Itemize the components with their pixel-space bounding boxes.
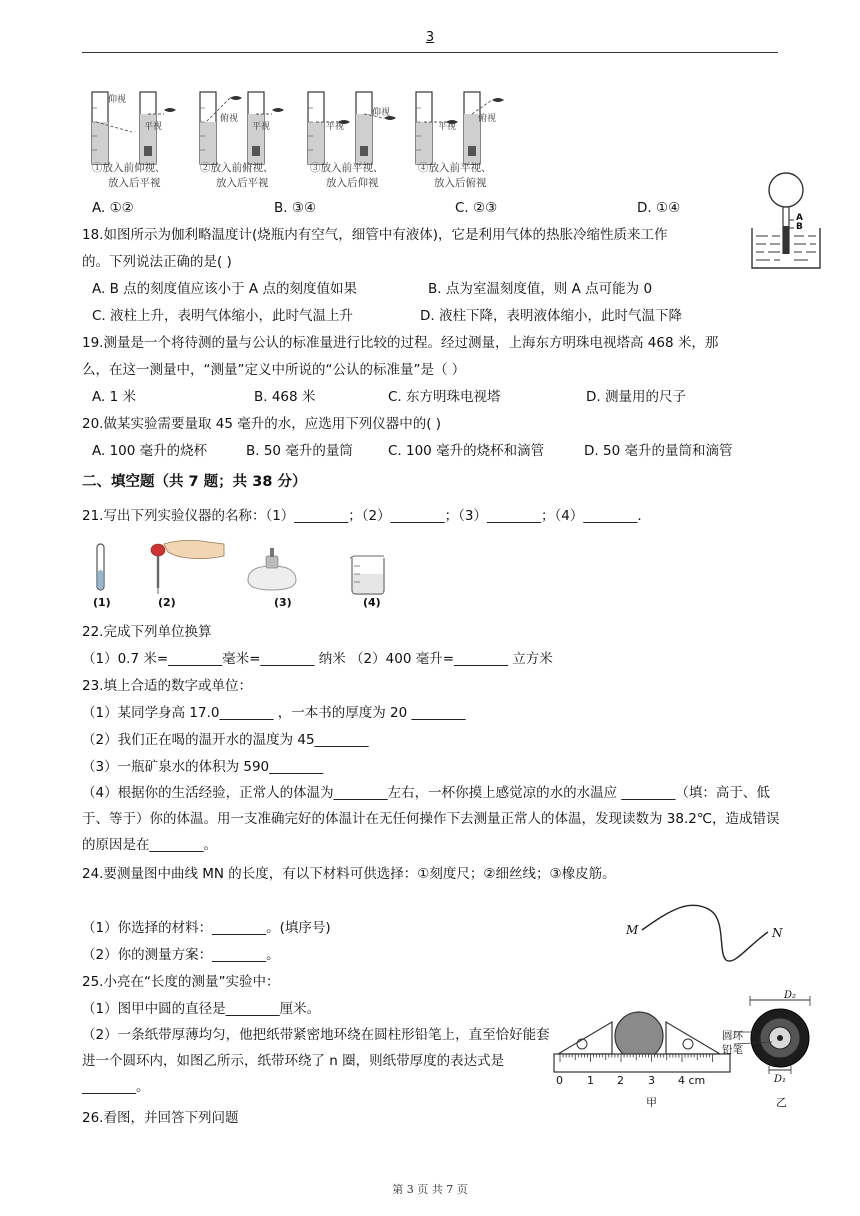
caption-line: 放入后仰视 [326, 177, 379, 189]
ring-pencil-figure [748, 992, 838, 1102]
caption-line: ①放入前仰视、 [92, 162, 166, 174]
q18-option-b: B. 点为室温刻度值，则 A 点可能为 0 [428, 281, 653, 297]
q17-option-a: A. ①② [92, 200, 134, 216]
q18-stem-line2: 的。下列说法正确的是( ) [82, 254, 232, 270]
figure-label-jia: 甲 [646, 1096, 657, 1109]
q20-option-b: B. 50 毫升的量筒 [246, 443, 353, 459]
point-n-label: N [772, 926, 783, 940]
caption-line: 放入后俯视 [434, 177, 487, 189]
q23-item-4: （4）根据你的生活经验，正常人的体温为________左右，一杯你摸上感觉凉的水的水温应 ________（填：高于、低于、等于）你的体温。用一支准确完好的体温计在无任何操作下去测量正常人的体温，发现读数为 38.2℃，造成错误的原因是在________。 [82, 785, 780, 853]
q19-stem-line2: 么，在这一测量中，“测量”定义中所说的“公认的标准量”是（ ） [82, 362, 466, 378]
curve-mn-figure [630, 900, 780, 970]
ruler-tick-label: 2 [617, 1074, 624, 1087]
q23-stem: 23.填上合适的数字或单位： [82, 678, 252, 694]
q19-option-c: C. 东方明珠电视塔 [388, 389, 501, 405]
point-m-label: M [626, 923, 639, 937]
q19-option-d: D. 测量用的尺子 [586, 389, 686, 405]
q19-option-b: B. 468 米 [254, 389, 316, 405]
q26-stem: 26.看图，并回答下列问题 [82, 1110, 239, 1126]
q19-option-a: A. 1 米 [92, 389, 136, 405]
q24-item-1: （1）你选择的材料：________。(填序号) [82, 920, 331, 936]
figure-label-yi: 乙 [776, 1096, 787, 1109]
eye-label: 仰视 [372, 108, 391, 118]
q25-stem: 25.小亮在“长度的测量”实验中： [82, 974, 280, 990]
q20-stem: 20.做某实验需要量取 45 毫升的水，应选用下列仪器中的( ) [82, 416, 442, 432]
eye-label: 平视 [326, 122, 345, 132]
caption-line: 放入后平视 [216, 177, 269, 189]
q25-item-1: （1）图甲中圆的直径是________厘米。 [82, 1001, 321, 1017]
ruler-tick-label: 3 [648, 1074, 655, 1087]
eye-label: 平视 [438, 122, 457, 132]
q25-item-2: （2）一条纸带厚薄均匀，他把纸带紧密地环绕在圆柱形铅笔上，直至恰好能套进一个圆环内，如图乙所示，纸带环绕了 n 圈，则纸带厚度的表达式是________。 [82, 1027, 550, 1095]
q21-instruments-figure [88, 536, 388, 612]
eye-label: 平视 [252, 122, 271, 132]
q20-option-d: D. 50 毫升的量筒和滴管 [584, 443, 733, 459]
q17-option-d: D. ①④ [637, 200, 681, 216]
instrument-label: (4) [363, 596, 381, 609]
q20-option-a: A. 100 毫升的烧杯 [92, 443, 208, 459]
q21-stem: 21.写出下列实验仪器的名称：（1）________；（2）________；（3）________；（4）________. [82, 508, 642, 524]
point-a-label: A [796, 213, 803, 223]
instrument-label: (2) [158, 596, 176, 609]
eye-label: 仰视 [108, 95, 127, 105]
q20-option-c: C. 100 毫升的烧杯和滴管 [388, 443, 545, 459]
caption-line: 放入后平视 [108, 177, 161, 189]
point-b-label: B [796, 222, 803, 232]
eye-label: 平视 [144, 122, 163, 132]
eye-label: 俯视 [478, 114, 497, 124]
section-heading: 二、填空题（共 7 题；共 38 分） [82, 474, 307, 490]
pencil-label: 铅笔 [722, 1044, 743, 1056]
page-footer: 第 3 页 共 7 页 [392, 1183, 468, 1196]
caption-line: ③放入前平视、 [310, 162, 384, 174]
q22-line: （1）0.7 米=________毫米=________ 纳米 （2）400 毫升=________ 立方米 [82, 651, 553, 667]
q22-stem: 22.完成下列单位换算 [82, 624, 212, 640]
q17-option-b: B. ③④ [274, 200, 317, 216]
page-number: 3 [425, 30, 435, 45]
q18-option-a: A. B 点的刻度值应该小于 A 点的刻度值如果 [92, 281, 357, 297]
d2-label: D₂ [784, 990, 797, 1001]
q23-item-2: （2）我们正在喝的温开水的温度为 45________ [82, 732, 369, 748]
q19-stem-line1: 19.测量是一个将待测的量与公认的标准量进行比较的过程。经过测量，上海东方明珠电视塔高 468 米，那 [82, 335, 719, 351]
d1-label: D₁ [774, 1074, 787, 1085]
q17-option-c: C. ②③ [455, 200, 498, 216]
q24-item-2: （2）你的测量方案：________。 [82, 947, 280, 963]
eye-label: 俯视 [220, 114, 239, 124]
header-rule [82, 52, 778, 53]
ring-label: 圆环 [722, 1030, 743, 1042]
instrument-label: (1) [93, 596, 111, 609]
instrument-label: (3) [274, 596, 292, 609]
q23-item-1: （1）某同学身高 17.0________ ，一本书的厚度为 20 ________ [82, 705, 466, 721]
ruler-tick-label: 0 [556, 1074, 563, 1087]
q18-option-c: C. 液柱上升，表明气体缩小，此时气温上升 [92, 308, 354, 324]
q18-option-d: D. 液柱下降，表明液体缩小，此时气温下降 [420, 308, 682, 324]
caption-line: ④放入前平视、 [418, 162, 492, 174]
ruler-tick-label: 1 [587, 1074, 594, 1087]
galileo-thermometer-figure [748, 170, 828, 270]
ruler-tick-label: 4 cm [678, 1074, 706, 1087]
q18-stem-line1: 18.如图所示为伽利略温度计(烧瓶内有空气，细管中有液体)，它是利用气体的热胀冷缩性质来工作 [82, 227, 668, 243]
caption-line: ②放入前俯视、 [200, 162, 274, 174]
q23-item-3: （3）一瓶矿泉水的体积为 590________ [82, 759, 324, 775]
q24-stem: 24.要测量图中曲线 MN 的长度，有以下材料可供选择：①刻度尺；②细丝线；③橡皮筋。 [82, 866, 616, 882]
